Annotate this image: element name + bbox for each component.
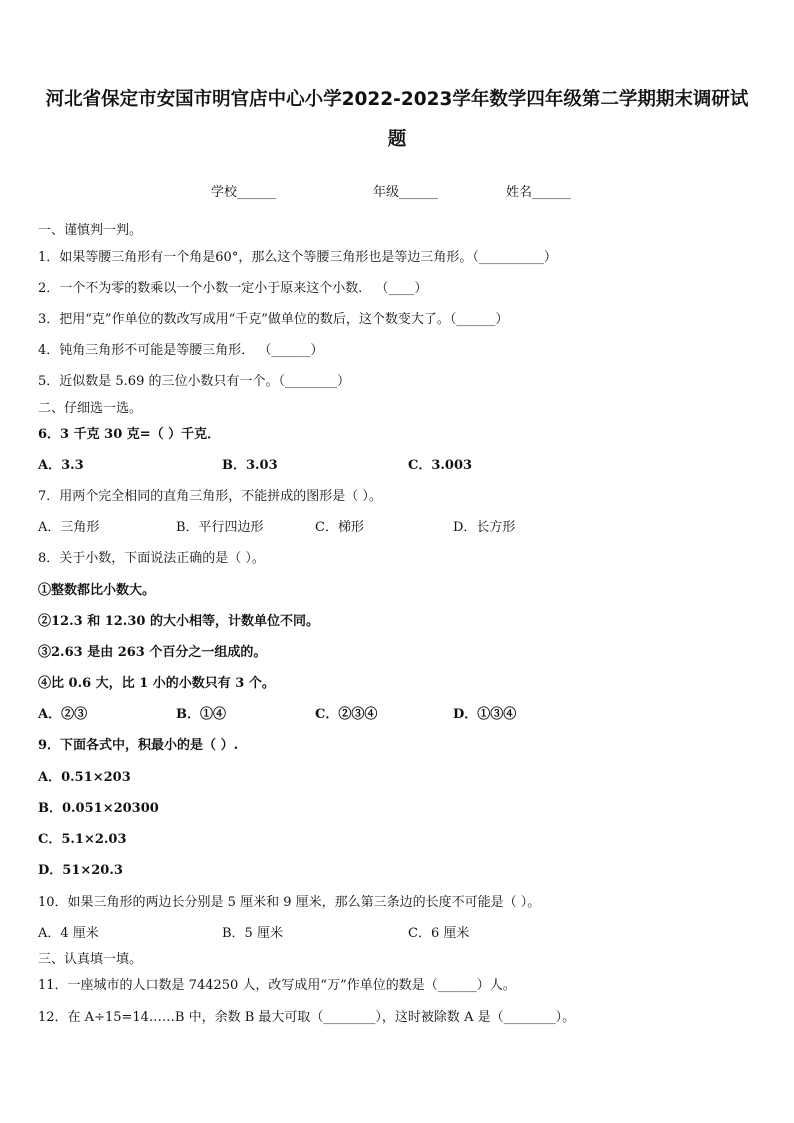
question-7: 7．用两个完全相同的直角三角形，不能拼成的图形是（ ）。	[38, 489, 382, 504]
question-1: 1．如果等腰三角形有一个角是60°，那么这个等腰三角形也是等边三角形。（__________）	[38, 250, 557, 265]
question-10: 10．如果三角形的两边长分别是 5 厘米和 9 厘米，那么第三条边的长度不可能是（ ）。	[38, 895, 541, 910]
section-heading-2: 二、仔细选一选。	[38, 401, 143, 416]
question-9: 9．下面各式中，积最小的是（ ）.	[38, 738, 239, 753]
q7-option-b: B．平行四边形	[176, 520, 264, 535]
name-field: 姓名______	[506, 185, 572, 200]
q8-statement-4: ④比 0.6 大，比 1 小的小数只有 3 个。	[38, 676, 275, 691]
q10-option-b: B．5 厘米	[222, 926, 283, 941]
question-5: 5．近似数是 5.69 的三位小数只有一个。（________）	[38, 374, 350, 389]
question-2: 2．一个不为零的数乘以一个小数一定小于原来这个小数． （____）	[38, 281, 428, 296]
q7-option-d: D．长方形	[453, 520, 516, 535]
school-field: 学校______	[211, 185, 277, 200]
q6-option-c: C．3.003	[408, 458, 473, 473]
q9-option-c: C．5.1×2.03	[38, 832, 127, 847]
q8-option-b: B．①④	[176, 707, 226, 722]
page-title-continued: 题	[387, 129, 407, 150]
q8-option-a: A．②③	[38, 707, 88, 722]
q7-option-a: A．三角形	[38, 520, 100, 535]
page-title: 河北省保定市安国市明官店中心小学2022-2023学年数学四年级第二学期期末调研试	[45, 89, 749, 110]
question-3: 3．把用“克”作单位的数改写成用“千克”做单位的数后，这个数变大了。（______）	[38, 312, 509, 327]
question-8: 8．关于小数，下面说法正确的是（ ）。	[38, 551, 265, 566]
question-12: 12．在 A÷15=14……B 中，余数 B 最大可取（________），这时被除数 A 是（________）。	[38, 1010, 576, 1025]
question-4: 4．钝角三角形不可能是等腰三角形． （______）	[38, 343, 324, 358]
q8-option-d: D．①③④	[453, 707, 517, 722]
q7-option-c: C．梯形	[315, 520, 364, 535]
grade-field: 年级______	[373, 185, 439, 200]
section-heading-3: 三、认真填一填。	[38, 952, 143, 967]
q9-option-b: B．0.051×20300	[38, 801, 159, 816]
q8-option-c: C．②③④	[315, 707, 378, 722]
q8-statement-2: ②12.3 和 12.30 的大小相等，计数单位不同。	[38, 614, 319, 629]
question-6: 6．3 千克 30 克=（ ）千克．	[38, 427, 221, 442]
q8-statement-1: ①整数都比小数大。	[38, 583, 156, 598]
question-11: 11．一座城市的人口数是 744250 人，改写成用“万”作单位的数是（______）人。	[38, 978, 516, 993]
q10-option-a: A．4 厘米	[38, 926, 99, 941]
q8-statement-3: ③2.63 是由 263 个百分之一组成的。	[38, 645, 267, 660]
section-heading-1: 一、谨慎判一判。	[38, 223, 143, 238]
q9-option-d: D．51×20.3	[38, 863, 123, 878]
q6-option-b: B．3.03	[222, 458, 278, 473]
q6-option-a: A．3.3	[38, 458, 84, 473]
q10-option-c: C．6 厘米	[408, 926, 470, 941]
q9-option-a: A．0.51×203	[38, 770, 131, 785]
